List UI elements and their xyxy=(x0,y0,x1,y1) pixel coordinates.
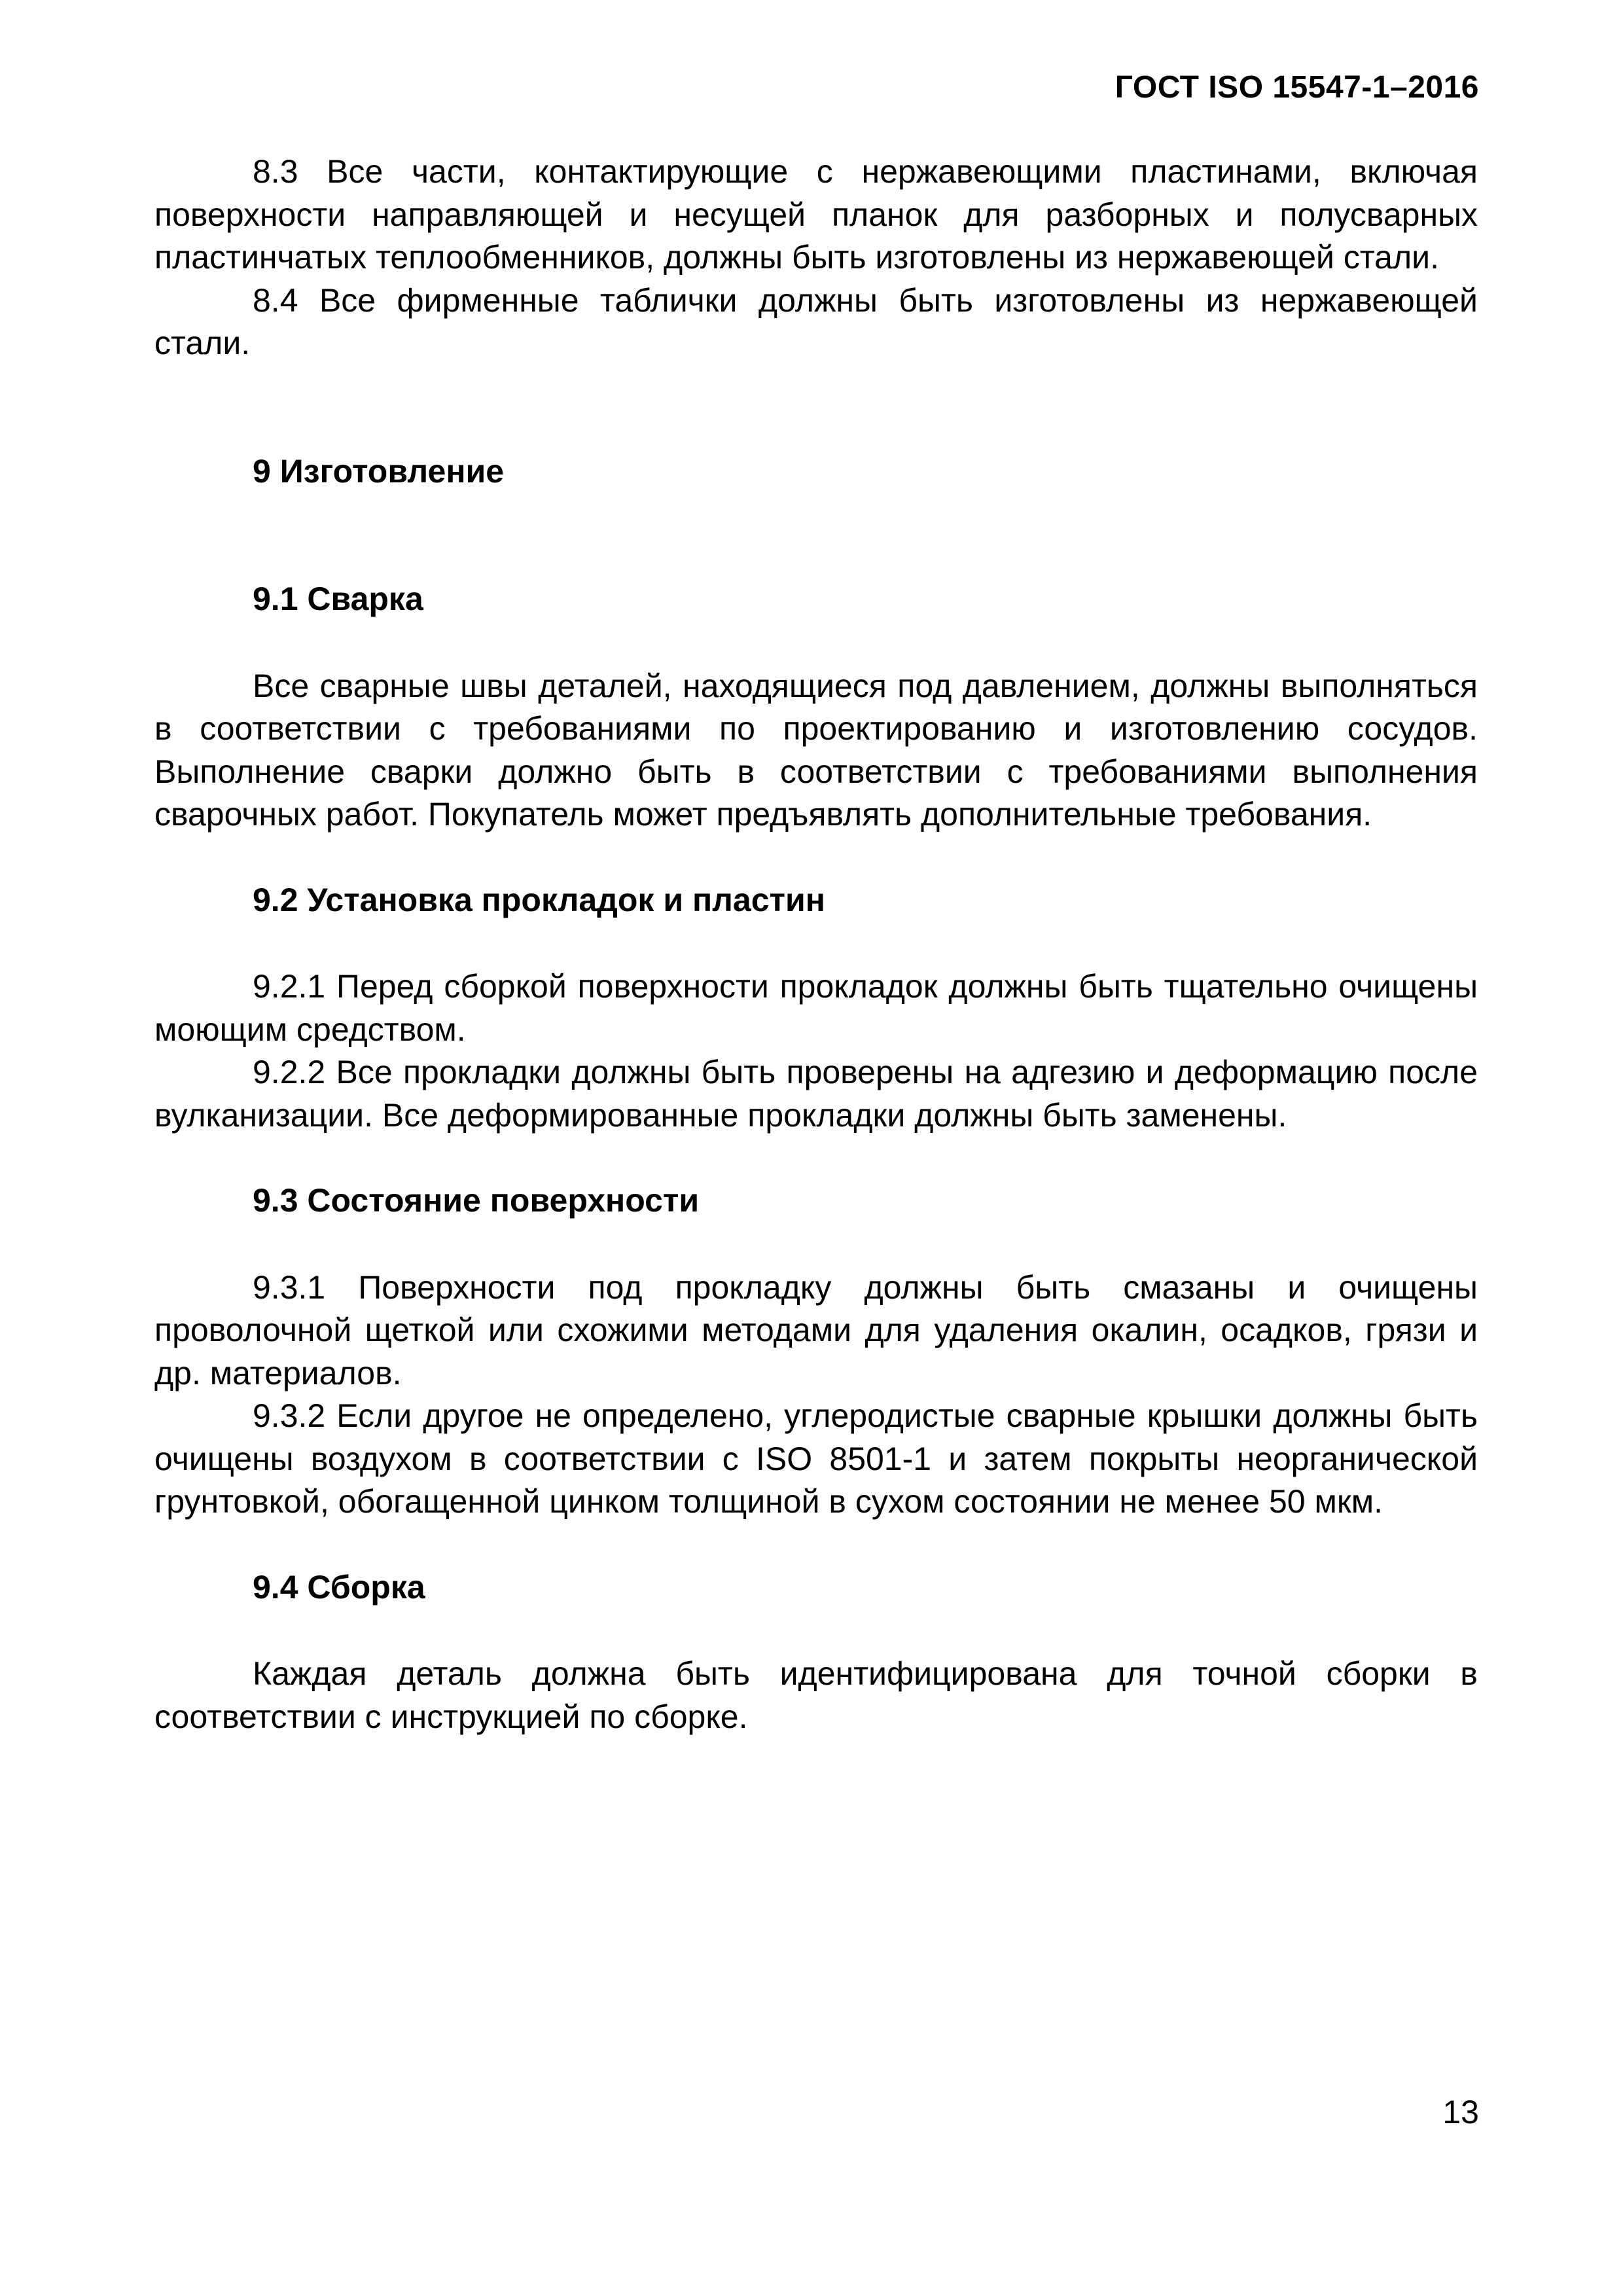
subsection-9-4-heading: 9.4 Сборка xyxy=(253,1568,425,1605)
section-9-heading: 9 Изготовление xyxy=(253,452,505,490)
paragraph-9-4: Каждая деталь должна быть идентифицирована для точной сборки в соответствии с инструкцией по сборке. xyxy=(154,1655,1478,1735)
subsection-9-2-heading: 9.2 Установка прокладок и пластин xyxy=(253,881,825,918)
paragraph-9-3-2: 9.3.2 Если другое не определено, углеродистые сварные крышки должны быть очищены воздухом в соответствии с ISO 8501-1 и затем покрыты неорганической грунтовкой, обогащенной цинком толщиной в сухом состоянии не менее 50 мкм. xyxy=(154,1397,1478,1520)
subsection-9-3-heading: 9.3 Состояние поверхности xyxy=(253,1182,700,1219)
paragraph-8-4: 8.4 Все фирменные таблички должны быть изготовлены из нержавеющей стали. xyxy=(154,281,1478,361)
paragraph-8-3: 8.3 Все части, контактирующие с нержавеющими пластинами, включая поверхности направляющей и несущей планок для разборных и полусварных пластинчатых теплообменников, должны быть изготовлены из нержавеющей стали. xyxy=(154,153,1478,276)
paragraph-9-2-2: 9.2.2 Все прокладки должны быть проверены на адгезию и деформацию после вулканизации. Все деформированные прокладки должны быть заменены. xyxy=(154,1054,1478,1134)
subsection-9-1-heading: 9.1 Сварка xyxy=(253,581,423,617)
page-number: 13 xyxy=(1442,2094,1479,2130)
document-code-header: ГОСТ ISO 15547-1–2016 xyxy=(1115,70,1479,105)
paragraph-9-3-1: 9.3.1 Поверхности под прокладку должны быть смазаны и очищены проволочной щеткой или схожими методами для удаления окалин, осадков, грязи и др. материалов. xyxy=(154,1268,1478,1391)
paragraph-9-2-1: 9.2.1 Перед сборкой поверхности прокладок должны быть тщательно очищены моющим средством. xyxy=(154,968,1478,1048)
page-content xyxy=(154,151,1478,1738)
paragraph-9-1: Все сварные швы деталей, находящиеся под давлением, должны выполняться в соответствии с требованиями по проектированию и изготовлению сосудов. Выполнение сварки должно быть в соответствии с требованиями выполнения сварочных работ. Покупатель может предъявлять дополнительные требования. xyxy=(154,667,1478,833)
